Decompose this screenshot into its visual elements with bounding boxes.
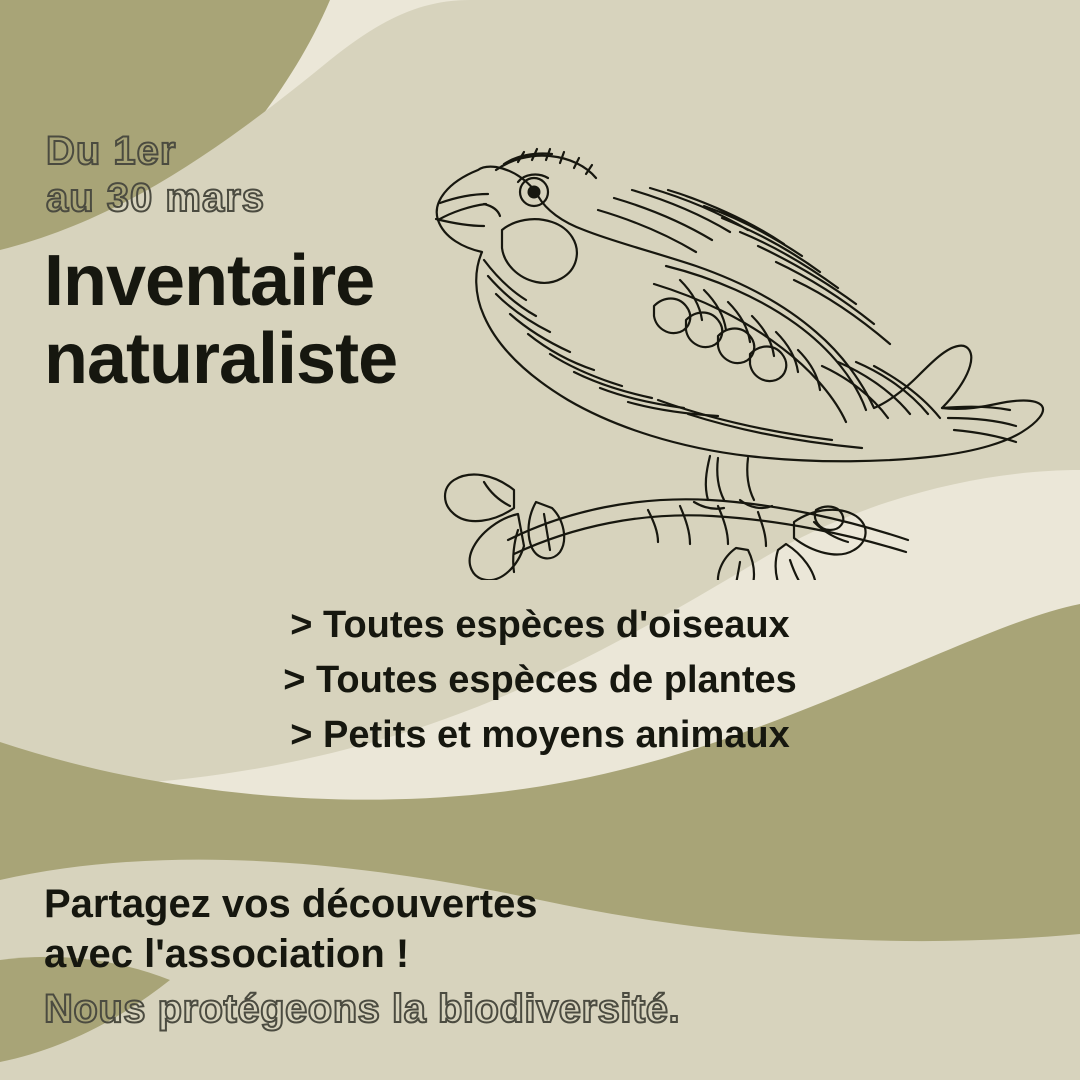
event-dates xyxy=(46,128,265,222)
list-item: > Petits et moyens animaux xyxy=(290,714,790,757)
footer-message xyxy=(44,879,944,1032)
event-date-line-2: au 30 mars xyxy=(46,176,266,221)
footer-line-1: Partagez vos découvertes xyxy=(44,882,538,926)
footer-call-to-action xyxy=(44,879,944,979)
page-title-line-2: naturaliste xyxy=(44,318,398,399)
list-item: > Toutes espèces de plantes xyxy=(283,659,797,702)
sparrow-bird-illustration xyxy=(418,70,1078,580)
event-date-line-1: Du 1er xyxy=(46,129,177,173)
footer-line-2: avec l'association ! xyxy=(44,932,410,976)
list-item: > Toutes espèces d'oiseaux xyxy=(290,604,790,646)
footer-tagline: Nous protégeons la biodiversité. xyxy=(44,987,681,1031)
page-title xyxy=(44,243,397,399)
page-title-line-1: Inventaire xyxy=(44,241,375,321)
feature-list xyxy=(0,598,1080,763)
